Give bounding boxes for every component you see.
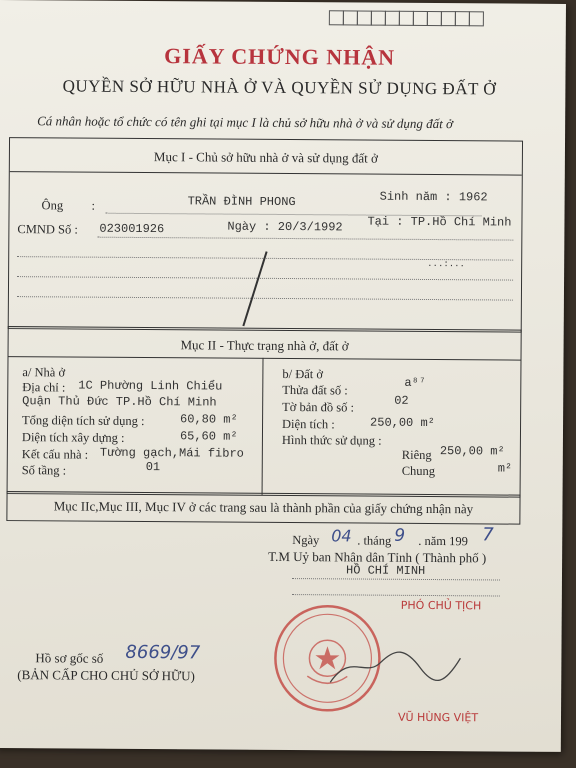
colon: :	[91, 198, 96, 213]
structure-value: Tường gạch,Mái fibro	[99, 445, 244, 461]
plot-value: a⁸⁷	[404, 375, 426, 390]
common-value: m²	[497, 461, 513, 476]
section-note-text: Mục IIc,Mục III, Mục IV ở các trang sau là thành phần của giấy chứng nhận này	[53, 498, 474, 517]
map-sheet-value: 02	[394, 393, 409, 408]
common-label: Chung	[401, 463, 436, 479]
section-note	[6, 491, 520, 525]
dotted-line	[17, 276, 513, 280]
structure-label: Kết cấu nhà :	[21, 447, 89, 462]
signer-name: VŨ HÙNG VIỆT	[397, 710, 479, 725]
dotted-line	[17, 296, 513, 300]
land-area-label: Diện tích :	[281, 416, 335, 432]
owner-name: TRẦN ĐÌNH PHONG	[187, 194, 296, 210]
document-subtitle: QUYỀN SỞ HỮU NHÀ Ở VÀ QUYỀN SỬ DỤNG ĐẤT Ở	[62, 76, 497, 99]
private-value: 250,00 m²	[439, 444, 505, 459]
floors-label: Số tầng :	[21, 463, 67, 478]
usable-area-value: 60,80 m²	[180, 412, 238, 427]
id-label: CMND Số :	[17, 222, 78, 237]
land-heading: b/ Đất ở	[282, 366, 324, 382]
issue-place: Tại : TP.Hồ Chí Minh	[367, 214, 512, 230]
year-label: . năm 199	[418, 533, 468, 549]
floors-value: 01	[145, 460, 161, 475]
date-prefix: Ngày	[292, 533, 320, 548]
map-sheet-label: Tờ bản đồ số :	[282, 399, 355, 415]
copy-note: (BẢN CẤP CHO CHỦ SỞ HỮU)	[17, 667, 195, 684]
private-label: Riêng	[401, 447, 432, 463]
city-name: HỒ CHÍ MINH	[345, 563, 426, 578]
date-year-digit: 7	[482, 524, 494, 546]
divider	[10, 171, 522, 176]
birth-year-label: Sinh năm : 1962	[379, 189, 488, 205]
address-line2: Quận Thủ Đức TP.Hồ Chí Minh	[22, 394, 217, 410]
document-title: GIẤY CHỨNG NHẬN	[164, 43, 396, 70]
date-month: 9	[394, 525, 406, 546]
section-owner-heading: Mục I - Chủ sở hữu nhà ở và sử dụng đất ở	[153, 149, 378, 166]
committee-line: T.M Uỷ ban Nhân dân Tỉnh ( Thành phố )	[268, 548, 487, 566]
built-area-label: Diện tích xây dựng :	[21, 430, 125, 445]
dotted-line	[292, 578, 500, 580]
date-day: 04	[331, 526, 352, 546]
issue-date: Ngày : 20/3/1992	[227, 219, 343, 235]
month-label: . tháng	[357, 533, 392, 548]
usable-area-label: Tổng diện tích sử dụng :	[22, 413, 145, 429]
id-number: 023001926	[99, 221, 165, 237]
intro-line: Cá nhân hoặc tổ chức có tên ghi tại mục I là chủ sở hữu nhà ở và sử dụng đất ở	[37, 113, 453, 132]
use-form-label: Hình thức sử dụng :	[281, 432, 382, 448]
plot-label: Thửa đất số :	[282, 382, 348, 398]
signer-title: PHÓ CHỦ TỊCH	[400, 598, 482, 613]
built-area-value: 65,60 m²	[179, 429, 238, 444]
house-heading: a/ Nhà ở	[22, 365, 66, 380]
marks: ...:...	[427, 258, 466, 270]
column-divider	[262, 358, 264, 495]
divider	[9, 356, 521, 361]
dotted-line	[292, 594, 500, 596]
signature-scribble	[325, 642, 465, 693]
section-owner	[8, 137, 523, 333]
address-line1: 1C Phường Linh Chiểu	[78, 378, 223, 394]
record-number: 8669/97	[125, 641, 201, 664]
owner-label: Ông	[41, 198, 64, 213]
address-label: Địa chỉ :	[22, 380, 66, 395]
record-label: Hồ sơ gốc số	[35, 650, 104, 666]
dotted-line	[97, 237, 513, 241]
section-status-heading: Mục II - Thực trạng nhà ở, đất ở	[180, 337, 349, 354]
land-area-value: 250,00 m²	[370, 415, 435, 431]
section-status	[7, 326, 522, 498]
serial-number-boxes	[330, 10, 484, 26]
